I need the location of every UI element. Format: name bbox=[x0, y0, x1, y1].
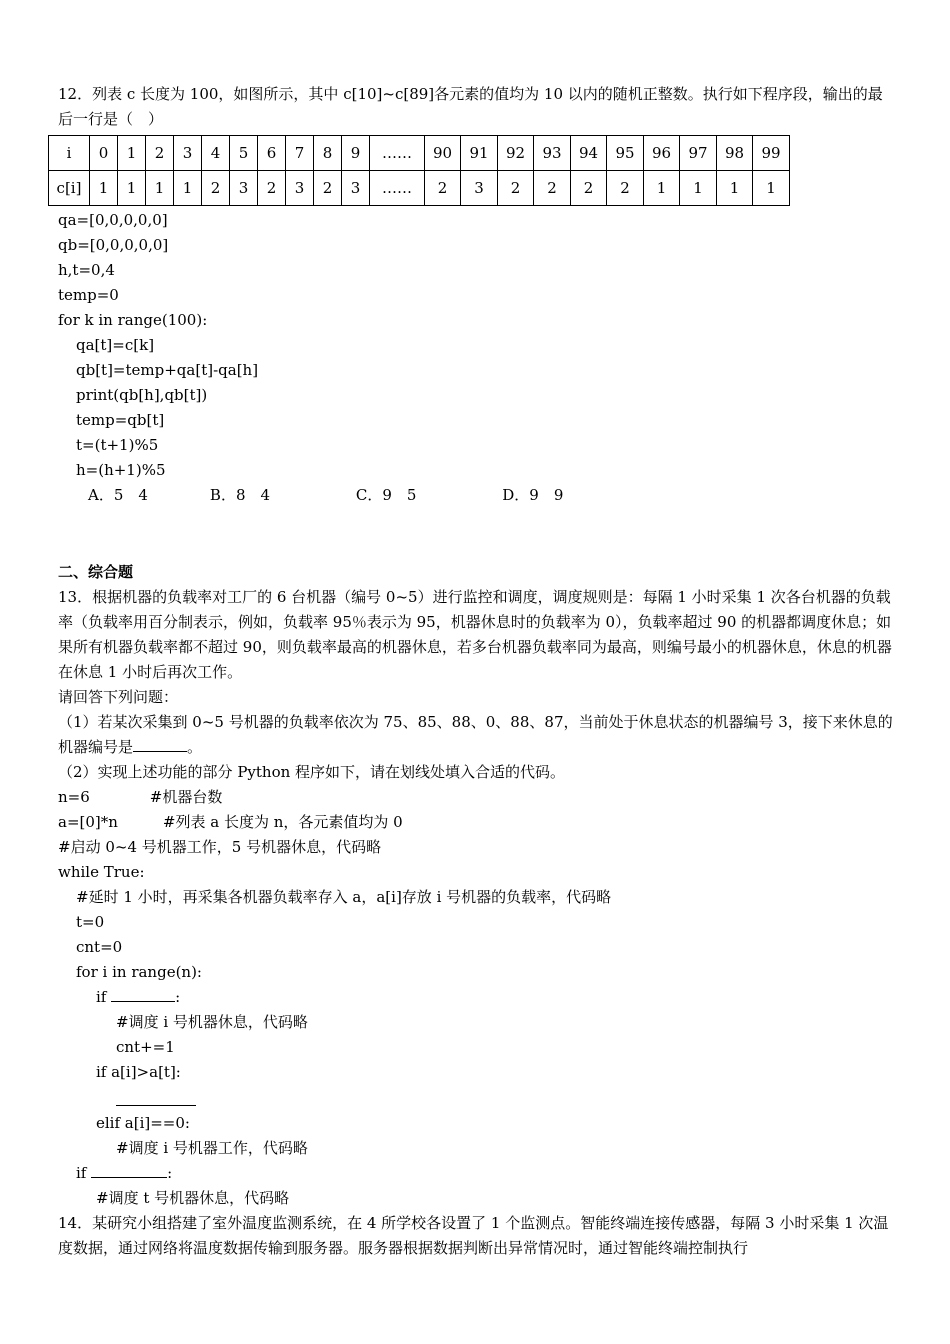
code-line: n=6 #机器台数 bbox=[58, 788, 223, 806]
code-line: qa[t]=c[k] bbox=[76, 336, 155, 354]
q12-code bbox=[58, 208, 896, 483]
array-table bbox=[48, 135, 790, 206]
code-line: qa=[0,0,0,0,0] bbox=[58, 211, 168, 229]
code-line: elif a[i]==0: bbox=[96, 1114, 190, 1132]
table-cell: 93 bbox=[534, 136, 571, 171]
table-cell: 3 bbox=[174, 136, 202, 171]
table-cell: 99 bbox=[753, 136, 790, 171]
table-cell: 95 bbox=[607, 136, 644, 171]
table-cell: 98 bbox=[717, 136, 753, 171]
table-cell: 90 bbox=[425, 136, 461, 171]
code-line: #延时 1 小时，再采集各机器负载率存入 a，a[i]存放 i 号机器的负载率，代码略 bbox=[76, 888, 612, 906]
option-b: B．8 4 bbox=[209, 486, 271, 504]
table-cell: 91 bbox=[461, 136, 498, 171]
code-line: qb=[0,0,0,0,0] bbox=[58, 236, 169, 254]
table-cell: i bbox=[49, 136, 90, 171]
section-heading: 二、综合题 bbox=[58, 563, 134, 581]
table-cell: 1 bbox=[717, 171, 753, 206]
code-line: print(qb[h],qb[t]) bbox=[76, 386, 208, 404]
q13-prompt: 请回答下列问题： bbox=[58, 688, 179, 706]
table-row-values bbox=[49, 171, 790, 206]
table-cell: 92 bbox=[498, 136, 534, 171]
code-line: h=(h+1)%5 bbox=[76, 461, 166, 479]
code-line: #调度 t 号机器休息，代码略 bbox=[96, 1189, 290, 1207]
table-cell: 2 bbox=[202, 171, 230, 206]
table-cell: 1 bbox=[118, 136, 146, 171]
table-cell: 2 bbox=[146, 136, 174, 171]
code-line: while True: bbox=[58, 863, 145, 881]
table-cell: 3 bbox=[230, 171, 258, 206]
q13-part2: （2）实现上述功能的部分 Python 程序如下，请在划线处填入合适的代码。 bbox=[58, 763, 566, 781]
table-cell: 3 bbox=[286, 171, 314, 206]
table-cell: 2 bbox=[258, 171, 286, 206]
table-cell: 4 bbox=[202, 136, 230, 171]
table-cell: 1 bbox=[146, 171, 174, 206]
table-cell: 1 bbox=[680, 171, 717, 206]
option-c: C．9 5 bbox=[355, 486, 417, 504]
table-cell: 2 bbox=[534, 171, 571, 206]
table-cell: 3 bbox=[461, 171, 498, 206]
table-cell: 6 bbox=[258, 136, 286, 171]
table-cell: 7 bbox=[286, 136, 314, 171]
code-line: #启动 0~4 号机器工作，5 号机器休息，代码略 bbox=[58, 838, 382, 856]
code-line: t=0 bbox=[76, 913, 105, 931]
document-page bbox=[58, 82, 896, 1261]
answer-blank bbox=[133, 736, 187, 752]
code-line: if a[i]>a[t]: bbox=[96, 1063, 181, 1081]
code-line: for i in range(n): bbox=[76, 963, 202, 981]
table-cell: …… bbox=[370, 171, 425, 206]
table-cell: 9 bbox=[342, 136, 370, 171]
table-cell: 94 bbox=[571, 136, 607, 171]
table-cell: 1 bbox=[90, 171, 118, 206]
q14-stem: 14．某研究小组搭建了室外温度监测系统，在 4 所学校各设置了 1 个监测点。智能终端连接传感器，每隔 3 小时采集 1 次温度数据，通过网络将温度数据传输到服务器。服务器根据数据判断出异常情况时，通过智能终端控制执行 bbox=[58, 1214, 889, 1257]
table-cell: 2 bbox=[571, 171, 607, 206]
table-cell: 1 bbox=[753, 171, 790, 206]
table-cell: 0 bbox=[90, 136, 118, 171]
code-blank-3 bbox=[91, 1162, 167, 1178]
code-line: a=[0]*n #列表 a 长度为 n，各元素值均为 0 bbox=[58, 813, 403, 831]
table-cell: 2 bbox=[425, 171, 461, 206]
option-a: A．5 4 bbox=[88, 486, 148, 504]
code-blank-2 bbox=[116, 1085, 196, 1106]
code-line: #调度 i 号机器休息，代码略 bbox=[116, 1013, 308, 1031]
table-cell: 2 bbox=[498, 171, 534, 206]
table-cell: c[i] bbox=[49, 171, 90, 206]
code-line: h,t=0,4 bbox=[58, 261, 115, 279]
code-line: if : bbox=[96, 988, 181, 1006]
code-blank-1 bbox=[111, 986, 175, 1002]
table-cell: 1 bbox=[118, 171, 146, 206]
table-cell: 97 bbox=[680, 136, 717, 171]
table-cell: 1 bbox=[644, 171, 680, 206]
q13-part1: （1）若某次采集到 0~5 号机器的负载率依次为 75、85、88、0、88、87，当前处于休息状态的机器编号 3，接下来休息的机器编号是 。 bbox=[58, 713, 893, 756]
code-line: cnt=0 bbox=[76, 938, 123, 956]
q13-code bbox=[58, 785, 896, 1211]
table-cell: 2 bbox=[314, 171, 342, 206]
table-cell: 1 bbox=[174, 171, 202, 206]
code-line: temp=0 bbox=[58, 286, 119, 304]
q12-options bbox=[58, 483, 896, 508]
table-cell: …… bbox=[370, 136, 425, 171]
q12-stem: 12．列表 c 长度为 100，如图所示，其中 c[10]~c[89]各元素的值均为 10 以内的随机正整数。执行如下程序段，输出的最后一行是（ ） bbox=[58, 85, 883, 128]
table-cell: 96 bbox=[644, 136, 680, 171]
code-line: temp=qb[t] bbox=[76, 411, 165, 429]
code-line: if : bbox=[76, 1164, 173, 1182]
code-line: t=(t+1)%5 bbox=[76, 436, 159, 454]
table-cell: 8 bbox=[314, 136, 342, 171]
code-line: qb[t]=temp+qa[t]-qa[h] bbox=[76, 361, 259, 379]
code-line: #调度 i 号机器工作，代码略 bbox=[116, 1139, 308, 1157]
q13-stem: 13．根据机器的负载率对工厂的 6 台机器（编号 0~5）进行监控和调度，调度规则是：每隔 1 小时采集 1 次各台机器的负载率（负载率用百分制表示，例如，负载率 95％表示为 95，机器休息时的负载率为 0），负载率超过 90 的机器都调度休息；如果所有机器负载率都不超过 90，则负载率最高的机器休息，若多台机器负载率同为最高，则编号最小的机器休息，休息的机器在休息 1 小时后再次工作。 bbox=[58, 588, 892, 681]
table-row-index bbox=[49, 136, 790, 171]
code-line: for k in range(100): bbox=[58, 311, 208, 329]
table-cell: 2 bbox=[607, 171, 644, 206]
table-cell: 3 bbox=[342, 171, 370, 206]
code-line: cnt+=1 bbox=[116, 1038, 175, 1056]
table-cell: 5 bbox=[230, 136, 258, 171]
option-d: D．9 9 bbox=[502, 486, 564, 504]
